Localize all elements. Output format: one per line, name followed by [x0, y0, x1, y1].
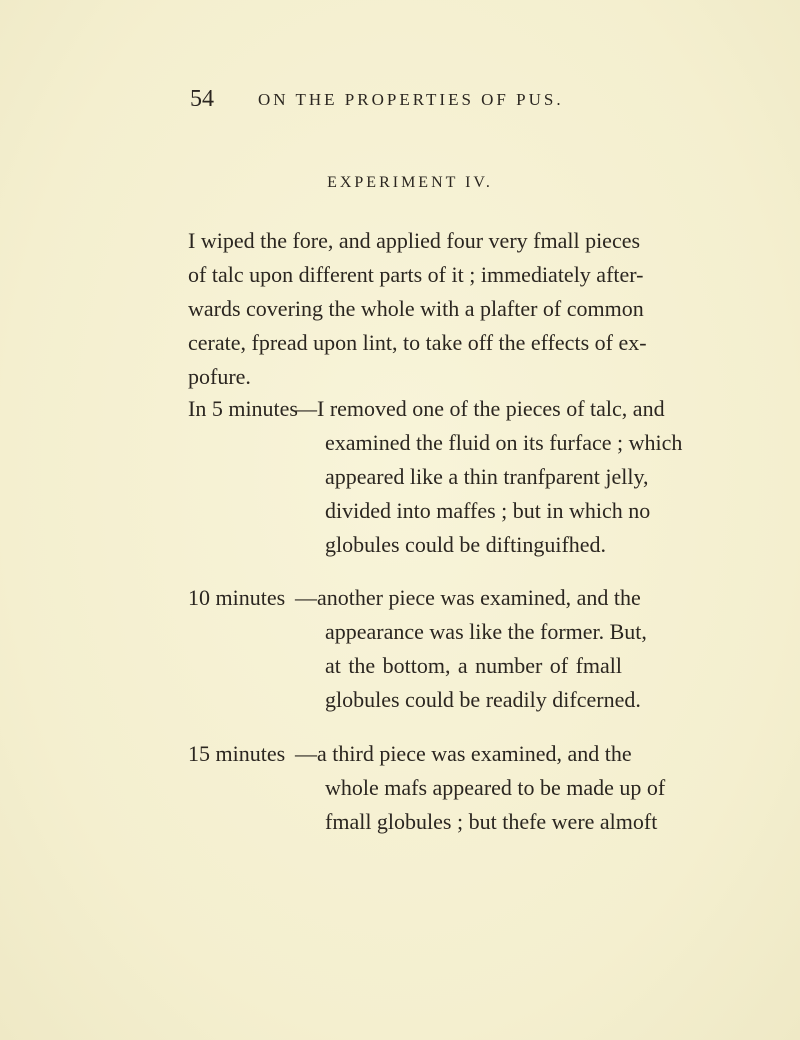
page-header: [0, 86, 800, 116]
intro-paragraph: [188, 224, 647, 394]
entry-line: at the bottom, a number of fmall: [325, 653, 622, 678]
intro-line: of talc upon different parts of it ; immediately after-: [188, 262, 644, 287]
entry-line: globules could be diftinguifhed.: [325, 532, 607, 557]
running-head: ON THE PROPERTIES OF PUS.: [258, 90, 564, 109]
intro-line: cerate, fpread upon lint, to take off the effects of ex-: [188, 330, 647, 355]
entry-line: —another piece was examined, and the: [295, 585, 641, 610]
entry-line: globules could be readily difcerned.: [325, 687, 641, 712]
entry-line: divided into maffes ; but in which no: [325, 498, 651, 523]
intro-line: wards covering the whole with a plafter of common: [188, 296, 644, 321]
entry-body: [295, 581, 647, 717]
entry-line: whole mafs appeared to be made up of: [325, 775, 666, 800]
entry-line: —a third piece was examined, and the: [295, 741, 632, 766]
entry-label: In 5 minutes: [188, 396, 298, 421]
entry-line: appeared like a thin tranfparent jelly,: [325, 464, 649, 489]
entry-line: examined the fluid on its furface ; which: [325, 430, 683, 455]
entry-label: 10 minutes: [188, 585, 286, 610]
entry-label: 15 minutes: [188, 741, 286, 766]
intro-line: pofure.: [188, 364, 251, 389]
entry-line: fmall globules ; but thefe were almoft: [325, 809, 658, 834]
page-number: 54: [190, 86, 214, 112]
entry-body: [295, 737, 666, 839]
section-title: EXPERIMENT IV.: [327, 174, 493, 191]
entry-body: [295, 392, 683, 562]
entry-line: —I removed one of the pieces of talc, and: [295, 396, 665, 421]
entry-line: appearance was like the former. But,: [325, 619, 647, 644]
intro-line: I wiped the fore, and applied four very fmall pieces: [188, 228, 641, 253]
